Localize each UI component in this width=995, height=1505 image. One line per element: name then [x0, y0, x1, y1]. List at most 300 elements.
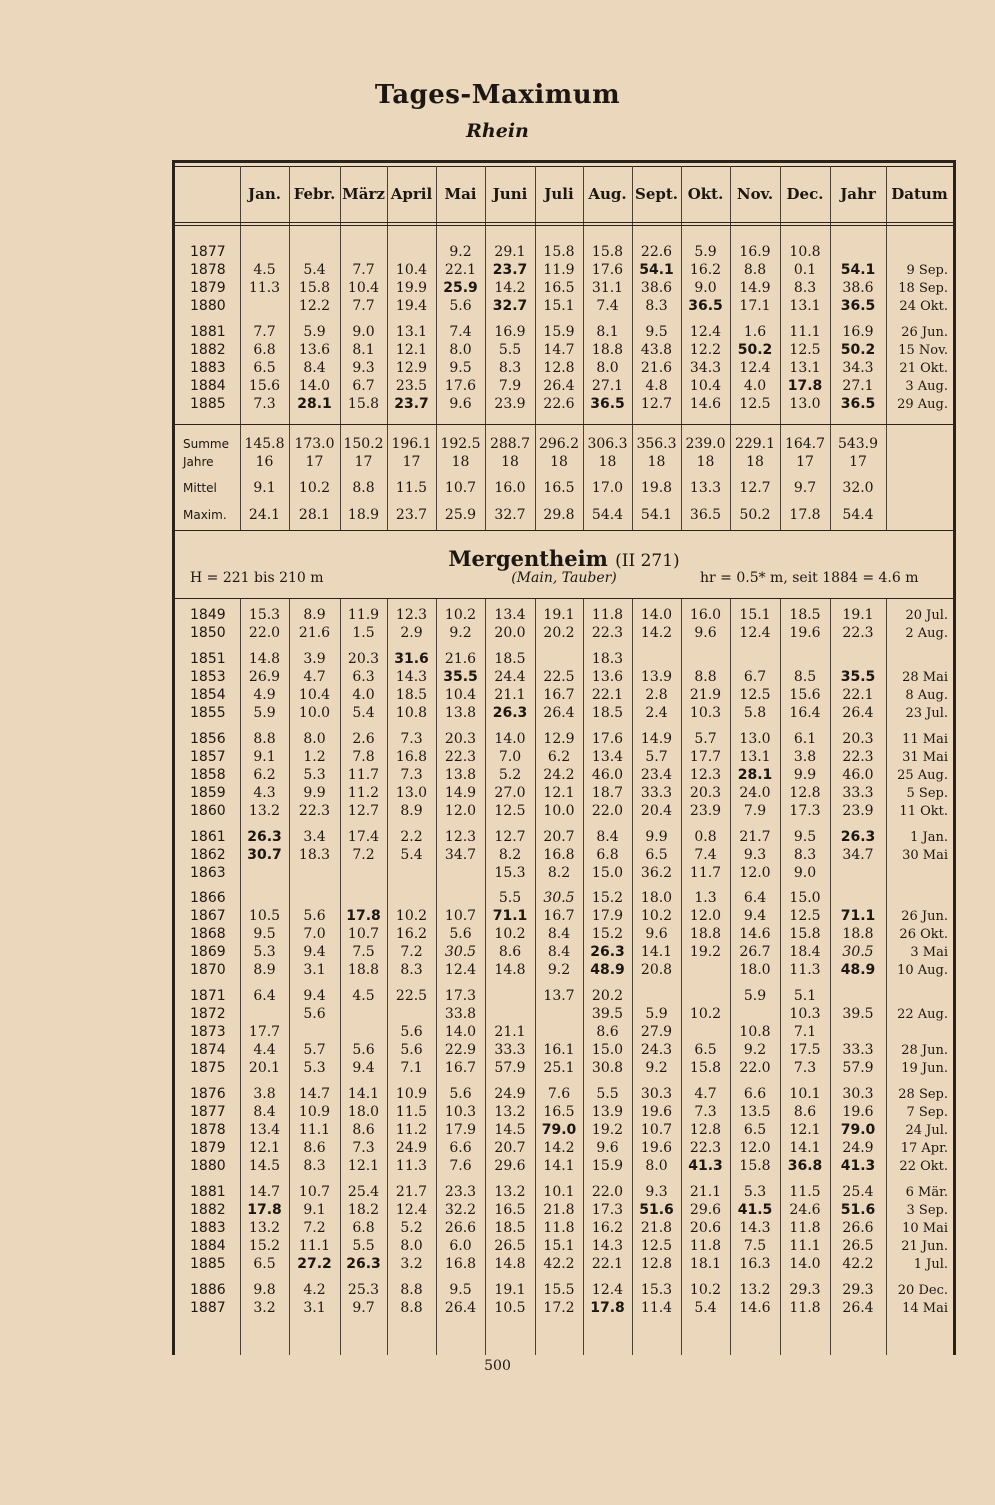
- table-cell: 16.2: [689, 262, 722, 278]
- table-cell: 12.1: [543, 785, 575, 801]
- table-cell: 12.1: [789, 1122, 821, 1138]
- summary-cell: 36.5: [689, 507, 722, 523]
- table-cell: 3.4: [303, 829, 326, 845]
- table-cell: 15.2: [591, 926, 624, 942]
- summary-cell: 54.4: [842, 507, 874, 523]
- table-cell: 6.5: [645, 847, 668, 863]
- table-cell: 18.0: [347, 1104, 380, 1120]
- table-cell: 17.7: [248, 1024, 281, 1040]
- table-cell: 15.1: [543, 1238, 575, 1254]
- table-cell: 7.4: [694, 847, 717, 863]
- table-cell: 11.8: [789, 1300, 821, 1316]
- table-cell: 18.5: [494, 651, 526, 667]
- table-cell: 9.2: [743, 1042, 767, 1058]
- table-cell: 7.2: [352, 847, 375, 863]
- table-cell: 8.3: [793, 280, 817, 296]
- table-cell: 5.4: [694, 1300, 717, 1316]
- table-cell: 3.1: [303, 1300, 326, 1316]
- table-cell: 9.5: [793, 829, 817, 845]
- table-cell: 12.4: [739, 360, 771, 376]
- table-cell: 15.6: [789, 687, 821, 703]
- datum-cell: 10 Aug.: [897, 963, 948, 978]
- table-cell: 15.8: [347, 396, 380, 412]
- table-cell: 16.9: [739, 244, 771, 260]
- table-cell: 11.9: [543, 262, 575, 278]
- table-cell: 15.1: [739, 607, 771, 623]
- table-cell: 7.3: [400, 731, 423, 747]
- table-cell: 32.7: [492, 298, 528, 314]
- table-cell: 18.8: [347, 962, 380, 978]
- table-cell: 9.4: [303, 988, 326, 1004]
- table-cell: 20.3: [347, 651, 380, 667]
- summary-cell: 17: [849, 454, 867, 470]
- table-cell: 26.4: [543, 378, 575, 394]
- table-cell: 38.6: [640, 280, 673, 296]
- datum-cell: 21 Okt.: [899, 361, 948, 376]
- table-cell: 9.3: [743, 847, 767, 863]
- table-cell: 10.2: [444, 607, 477, 623]
- column-header: Nov.: [736, 185, 774, 203]
- table-cell: 2.4: [645, 705, 668, 721]
- table-cell: 14.0: [298, 378, 331, 394]
- summary-cell: 306.3: [587, 436, 628, 452]
- table-cell: 20.4: [640, 803, 673, 819]
- table-cell: 7.7: [352, 262, 375, 278]
- table-cell: 28.1: [737, 767, 773, 783]
- table-cell: 11.7: [347, 767, 380, 783]
- table-cell: 11.5: [789, 1184, 821, 1200]
- table-cell: 20.3: [842, 731, 874, 747]
- table-cell: 48.9: [590, 962, 625, 978]
- table-cell: 2.2: [400, 829, 423, 845]
- table-cell: 16.9: [494, 324, 526, 340]
- summary-cell: 8.8: [352, 480, 375, 496]
- table-cell: 5.9: [743, 988, 767, 1004]
- table-cell: 5.3: [253, 944, 276, 960]
- table-cell: 33.3: [640, 785, 673, 801]
- table-cell: 11.1: [789, 1238, 821, 1254]
- table-cell: 19.6: [640, 1140, 673, 1156]
- table-cell: 14.2: [494, 280, 526, 296]
- table-cell: 8.0: [645, 1158, 668, 1174]
- year-label: 1868: [190, 926, 226, 942]
- summary-cell: 18: [550, 454, 568, 470]
- table-cell: 6.8: [253, 342, 276, 358]
- datum-cell: 28 Sep.: [898, 1087, 948, 1102]
- datum-cell: 3 Aug.: [905, 379, 948, 394]
- table-cell: 8.6: [596, 1024, 619, 1040]
- table-cell: 26.6: [444, 1220, 477, 1236]
- table-cell: 16.4: [789, 705, 821, 721]
- table-cell: 13.6: [591, 669, 624, 685]
- table-cell: 26.7: [739, 944, 771, 960]
- table-cell: 6.5: [694, 1042, 717, 1058]
- table-cell: 13.0: [395, 785, 428, 801]
- table-cell: 12.5: [789, 908, 821, 924]
- table-cell: 14.0: [494, 731, 526, 747]
- table-cell: 9.7: [352, 1300, 375, 1316]
- table-cell: 8.3: [498, 360, 522, 376]
- table-cell: 12.2: [298, 298, 331, 314]
- table-cell: 18.3: [298, 847, 331, 863]
- year-label: 1880: [190, 1158, 226, 1174]
- table-cell: 21.9: [689, 687, 722, 703]
- table-cell: 6.4: [253, 988, 276, 1004]
- column-header: Aug.: [588, 185, 627, 203]
- table-cell: 50.2: [737, 342, 773, 358]
- table-cell: 15.8: [689, 1060, 722, 1076]
- summary-cell: 9.1: [253, 480, 276, 496]
- summary-cell: 17.8: [789, 507, 821, 523]
- table-cell: 10.5: [494, 1300, 526, 1316]
- station-title: [172, 546, 956, 571]
- datum-cell: 17 Apr.: [900, 1141, 948, 1156]
- table-cell: 27.9: [640, 1024, 673, 1040]
- table-cell: 21.6: [640, 360, 673, 376]
- table-cell: 17.3: [591, 1202, 624, 1218]
- table-cell: 29.3: [789, 1282, 821, 1298]
- table-cell: 5.7: [694, 731, 717, 747]
- table-cell: 26.9: [248, 669, 281, 685]
- summary-cell: 32.0: [842, 480, 874, 496]
- table-cell: 14.6: [689, 396, 722, 412]
- table-cell: 5.6: [400, 1042, 423, 1058]
- datum-cell: 8 Aug.: [905, 688, 948, 703]
- year-label: 1850: [190, 625, 226, 641]
- table-cell: 6.6: [743, 1086, 767, 1102]
- column-header: Juli: [544, 185, 574, 203]
- table-cell: 5.6: [400, 1024, 423, 1040]
- datum-cell: 6 Mär.: [905, 1185, 948, 1200]
- year-label: 1859: [190, 785, 226, 801]
- summary-cell: 150.2: [343, 436, 384, 452]
- datum-cell: 30 Mai: [902, 848, 948, 863]
- datum-cell: 19 Jun.: [901, 1061, 948, 1076]
- summary-cell: 288.7: [489, 436, 531, 452]
- table-cell: 10.4: [444, 687, 477, 703]
- datum-cell: 20 Dec.: [897, 1283, 948, 1298]
- table-cell: 0.8: [694, 829, 717, 845]
- table-cell: 23.9: [494, 396, 526, 412]
- table-cell: 15.1: [543, 298, 575, 314]
- table-cell: 13.0: [739, 731, 771, 747]
- table-cell: 11.3: [789, 962, 821, 978]
- table-cell: 12.0: [689, 908, 722, 924]
- datum-cell: 22 Okt.: [899, 1159, 948, 1174]
- table-cell: 22.9: [444, 1042, 477, 1058]
- table-cell: 16.2: [591, 1220, 624, 1236]
- table-cell: 17.5: [789, 1042, 821, 1058]
- year-label: 1857: [190, 749, 226, 765]
- table-cell: 11.9: [347, 607, 380, 623]
- table-cell: 26.5: [842, 1238, 874, 1254]
- table-cell: 11.8: [689, 1238, 722, 1254]
- table-cell: 24.9: [494, 1086, 526, 1102]
- table-cell: 9.6: [645, 926, 668, 942]
- table-cell: 10.2: [689, 1006, 722, 1022]
- station-name: Mergentheim: [448, 546, 608, 571]
- table-cell: 7.3: [352, 1140, 375, 1156]
- table-cell: 22.3: [591, 625, 624, 641]
- table-cell: 14.1: [347, 1086, 380, 1102]
- column-header: Juni: [492, 185, 528, 203]
- page-title: Tages-Maximum: [374, 80, 621, 110]
- table-cell: 6.6: [449, 1140, 472, 1156]
- table-cell: 29.6: [494, 1158, 526, 1174]
- table-cell: 10.2: [395, 908, 428, 924]
- column-header: Jahr: [840, 185, 876, 203]
- table-cell: 7.1: [793, 1024, 817, 1040]
- table-cell: 8.3: [400, 962, 423, 978]
- table-cell: 7.9: [498, 378, 522, 394]
- summary-cell: 19.8: [640, 480, 673, 496]
- table-cell: 33.3: [842, 1042, 874, 1058]
- table-cell: 54.1: [639, 262, 674, 278]
- table-cell: 4.0: [743, 378, 767, 394]
- table-cell: 8.3: [793, 847, 817, 863]
- table-cell: 34.7: [842, 847, 874, 863]
- table-cell: 22.1: [591, 1256, 624, 1272]
- table-cell: 6.8: [596, 847, 619, 863]
- table-cell: 5.5: [596, 1086, 619, 1102]
- table-cell: 22.1: [444, 262, 477, 278]
- table-cell: 1.6: [743, 324, 767, 340]
- summary-cell: 18: [746, 454, 764, 470]
- table-cell: 29.6: [689, 1202, 722, 1218]
- table-cell: 20.7: [494, 1140, 526, 1156]
- table-cell: 13.2: [248, 803, 281, 819]
- table-cell: 54.1: [840, 262, 876, 278]
- table-cell: 14.0: [444, 1024, 477, 1040]
- table-cell: 16.5: [543, 1104, 575, 1120]
- table-cell: 5.9: [303, 324, 326, 340]
- datum-cell: 28 Jun.: [901, 1043, 948, 1058]
- table-cell: 11.8: [789, 1220, 821, 1236]
- table-cell: 12.3: [444, 829, 477, 845]
- table-cell: 8.8: [253, 731, 276, 747]
- table-cell: 22.6: [640, 244, 673, 260]
- table-cell: 6.8: [352, 1220, 375, 1236]
- table-cell: 26.5: [494, 1238, 526, 1254]
- datum-cell: 1 Jan.: [910, 830, 948, 845]
- table-cell: 38.6: [842, 280, 874, 296]
- datum-cell: 7 Sep.: [906, 1105, 948, 1120]
- table-cell: 34.3: [689, 360, 722, 376]
- table-cell: 1.3: [694, 890, 717, 906]
- year-label: 1856: [190, 731, 226, 747]
- table-cell: 6.5: [253, 360, 276, 376]
- year-label: 1879: [190, 1140, 226, 1156]
- datum-cell: 21 Jun.: [901, 1239, 948, 1254]
- table-cell: 26.4: [842, 1300, 874, 1316]
- page-number: 500: [484, 1358, 511, 1374]
- table-cell: 9.4: [352, 1060, 375, 1076]
- table-cell: 6.4: [743, 890, 767, 906]
- datum-cell: 26 Jun.: [901, 909, 948, 924]
- table-cell: 8.0: [400, 1238, 423, 1254]
- table-cell: 9.0: [352, 324, 375, 340]
- table-cell: 30.5: [543, 890, 575, 906]
- table-cell: 15.3: [640, 1282, 673, 1298]
- datum-cell: 18 Sep.: [898, 281, 948, 296]
- table-cell: 23.3: [444, 1184, 477, 1200]
- table-cell: 8.4: [547, 944, 571, 960]
- year-label: 1853: [190, 669, 226, 685]
- table-cell: 22.1: [842, 687, 874, 703]
- year-label: 1871: [190, 988, 226, 1004]
- datum-cell: 9 Sep.: [906, 263, 948, 278]
- table-cell: 10.3: [789, 1006, 821, 1022]
- datum-cell: 28 Mai: [902, 670, 948, 685]
- table-cell: 16.5: [543, 280, 575, 296]
- table-cell: 9.5: [449, 360, 472, 376]
- table-cell: 22.1: [591, 687, 624, 703]
- table-cell: 5.6: [303, 1006, 326, 1022]
- table-cell: 22.0: [591, 803, 624, 819]
- table-cell: 12.9: [543, 731, 575, 747]
- year-label: 1887: [190, 1300, 226, 1316]
- table-cell: 42.2: [543, 1256, 575, 1272]
- table-cell: 8.3: [645, 298, 668, 314]
- table-cell: 17.2: [543, 1300, 575, 1316]
- year-label: 1863: [190, 865, 226, 881]
- table-cell: 14.8: [248, 651, 281, 667]
- table-cell: 12.7: [640, 396, 673, 412]
- table-cell: 20.2: [591, 988, 624, 1004]
- table-cell: 15.8: [543, 244, 575, 260]
- table-cell: 26.4: [842, 705, 874, 721]
- table-cell: 9.1: [253, 749, 276, 765]
- table-cell: 5.7: [645, 749, 668, 765]
- summary-cell: 18: [451, 454, 470, 470]
- summary-cell: 173.0: [294, 436, 335, 452]
- table-cell: 34.3: [842, 360, 874, 376]
- summary-cell: 25.9: [444, 507, 477, 523]
- table-cell: 5.9: [253, 705, 276, 721]
- datum-cell: 26 Jun.: [901, 325, 948, 340]
- summary-cell: 17: [354, 454, 373, 470]
- table-cell: 5.2: [498, 767, 522, 783]
- summary-label: Mittel: [183, 481, 217, 495]
- year-label: 1851: [190, 651, 226, 667]
- table-cell: 24.0: [739, 785, 771, 801]
- table-cell: 18.7: [591, 785, 624, 801]
- table-cell: 10.9: [395, 1086, 428, 1102]
- table-cell: 26.4: [543, 705, 575, 721]
- table-cell: 24.2: [543, 767, 575, 783]
- table-cell: 10.8: [395, 705, 428, 721]
- year-label: 1877: [190, 1104, 226, 1120]
- table-cell: 20.7: [543, 829, 575, 845]
- table-cell: 27.0: [494, 785, 526, 801]
- datum-cell: 3 Mai: [910, 945, 948, 960]
- table-cell: 7.3: [694, 1104, 717, 1120]
- table-cell: 15.3: [494, 865, 526, 881]
- table-cell: 31.1: [591, 280, 624, 296]
- table-cell: 8.0: [596, 360, 619, 376]
- page-subtitle: Rhein: [466, 120, 529, 142]
- table-cell: 21.8: [640, 1220, 673, 1236]
- table-cell: 16.3: [739, 1256, 771, 1272]
- summary-cell: 24.1: [248, 507, 281, 523]
- table-cell: 20.1: [248, 1060, 281, 1076]
- table-cell: 10.7: [298, 1184, 331, 1200]
- table-cell: 8.4: [547, 926, 571, 942]
- table-cell: 10.7: [444, 908, 477, 924]
- table-cell: 30.3: [640, 1086, 673, 1102]
- year-label: 1880: [190, 298, 226, 314]
- table-cell: 13.2: [739, 1282, 771, 1298]
- table-cell: 22.5: [395, 988, 428, 1004]
- table-cell: 14.5: [494, 1122, 526, 1138]
- table-cell: 5.1: [793, 988, 817, 1004]
- column-header: Okt.: [687, 185, 724, 203]
- table-cell: 5.5: [498, 890, 522, 906]
- table-cell: 14.3: [739, 1220, 771, 1236]
- table-cell: 12.3: [689, 767, 722, 783]
- table-cell: 4.3: [253, 785, 276, 801]
- table-cell: 17.6: [444, 378, 477, 394]
- table-cell: 8.3: [303, 1158, 326, 1174]
- year-label: 1885: [190, 1256, 226, 1272]
- station-rule: [172, 598, 956, 599]
- table-cell: 5.8: [743, 705, 767, 721]
- table-cell: 5.7: [303, 1042, 326, 1058]
- summary-cell: 13.3: [689, 480, 722, 496]
- table-cell: 13.1: [739, 749, 771, 765]
- year-label: 1858: [190, 767, 226, 783]
- year-label: 1885: [190, 396, 226, 412]
- table-cell: 22.3: [689, 1140, 722, 1156]
- table-cell: 11.7: [689, 865, 722, 881]
- table-cell: 12.5: [494, 803, 526, 819]
- table-cell: 14.0: [789, 1256, 821, 1272]
- table-cell: 7.6: [547, 1086, 571, 1102]
- datum-cell: 15 Nov.: [898, 343, 948, 358]
- datum-cell: 3 Sep.: [906, 1203, 948, 1218]
- year-label: 1886: [190, 1282, 226, 1298]
- table-cell: 14.9: [640, 731, 673, 747]
- table-cell: 5.9: [694, 244, 717, 260]
- table-cell: 8.2: [498, 847, 522, 863]
- table-cell: 12.8: [689, 1122, 722, 1138]
- table-cell: 4.9: [253, 687, 276, 703]
- table-cell: 4.8: [645, 378, 668, 394]
- table-cell: 17.1: [739, 298, 771, 314]
- table-cell: 12.2: [689, 342, 722, 358]
- table-cell: 11.3: [395, 1158, 428, 1174]
- table-cell: 3.2: [253, 1300, 276, 1316]
- table-cell: 18.0: [640, 890, 673, 906]
- year-label: 1867: [190, 908, 226, 924]
- table-cell: 24.3: [640, 1042, 673, 1058]
- table-cell: 22.0: [248, 625, 281, 641]
- table-cell: 21.1: [494, 687, 526, 703]
- datum-cell: 20 Jul.: [905, 608, 948, 623]
- table-cell: 12.5: [640, 1238, 673, 1254]
- table-cell: 7.0: [498, 749, 522, 765]
- table-cell: 15.8: [739, 1158, 771, 1174]
- table-cell: 15.0: [789, 890, 821, 906]
- table-cell: 33.8: [444, 1006, 477, 1022]
- year-label: 1861: [190, 829, 226, 845]
- table-cell: 9.9: [645, 829, 668, 845]
- table-cell: 19.6: [640, 1104, 673, 1120]
- table-cell: 1.5: [352, 625, 375, 641]
- table-cell: 4.2: [303, 1282, 326, 1298]
- column-header: März: [342, 185, 385, 203]
- summary-cell: 12.7: [739, 480, 771, 496]
